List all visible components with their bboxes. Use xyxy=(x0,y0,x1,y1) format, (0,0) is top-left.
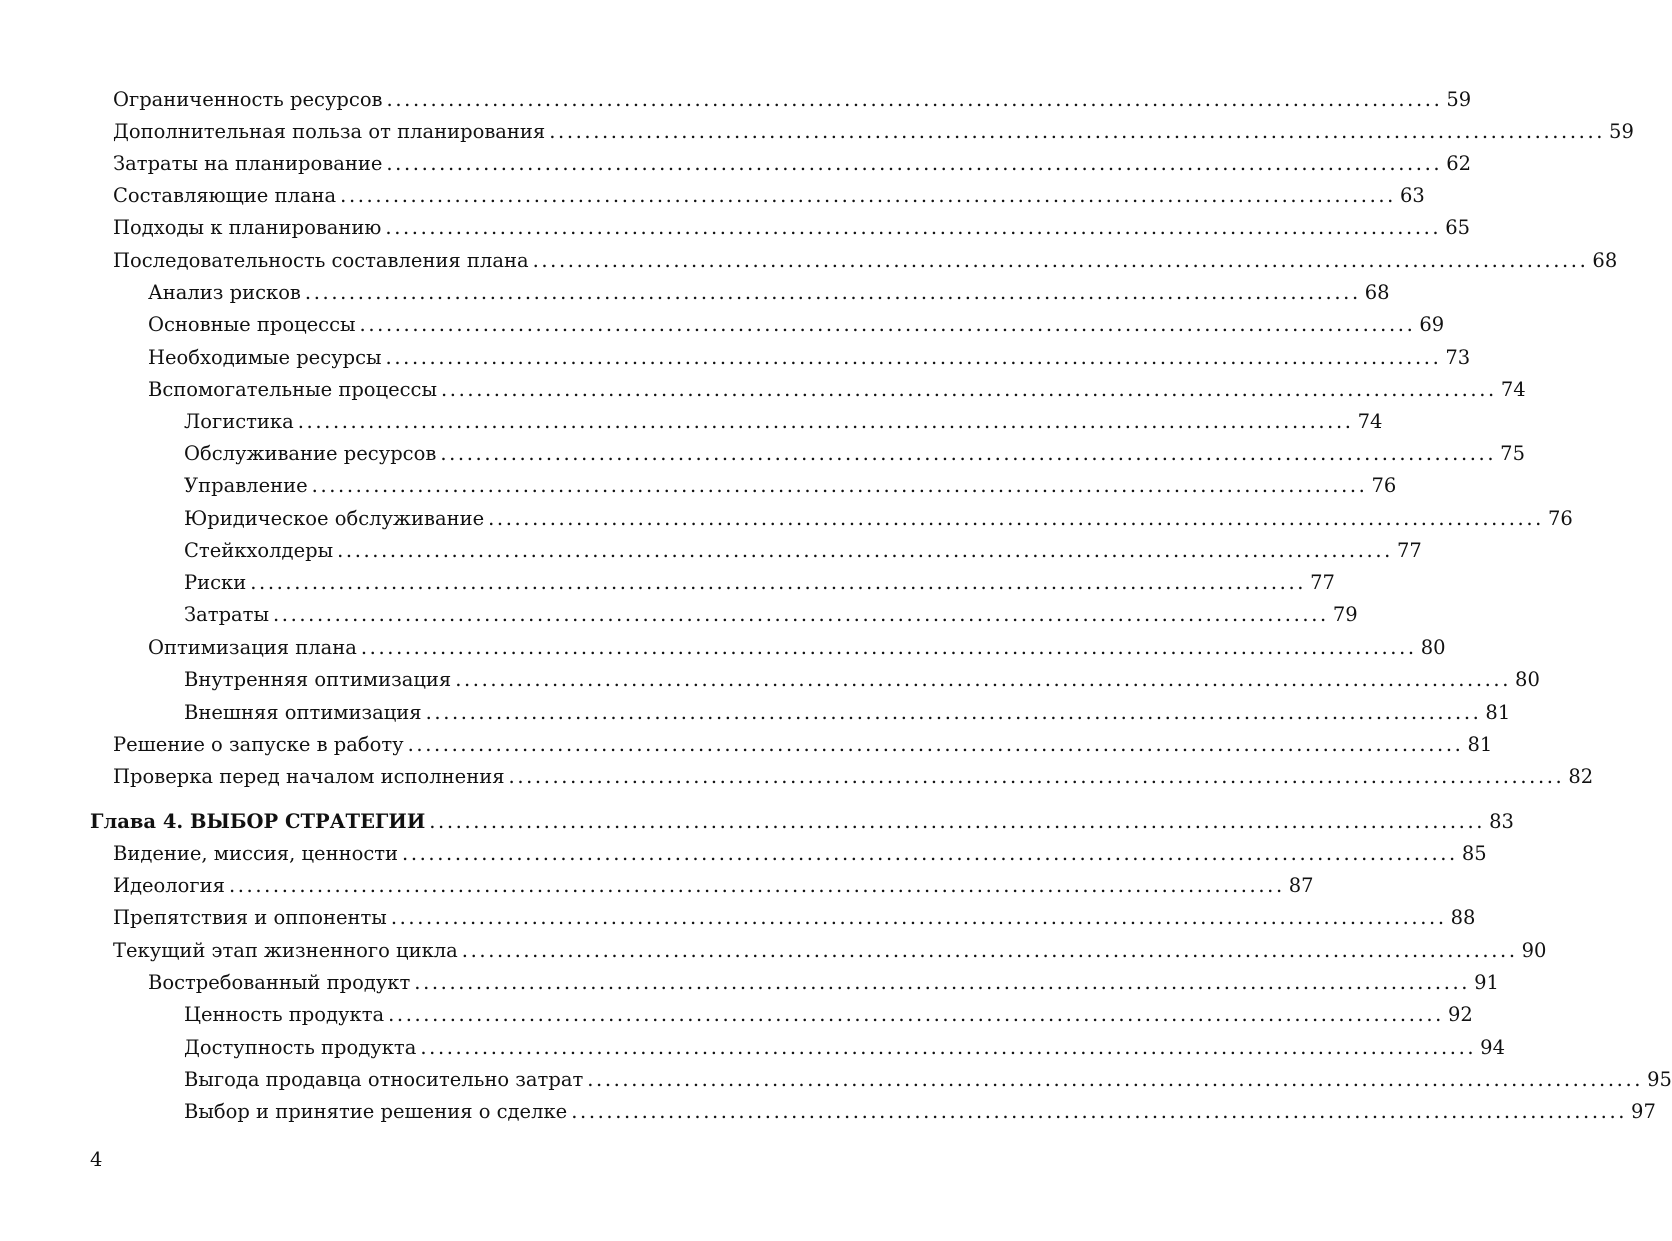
toc-entry-page: 77 xyxy=(1396,539,1422,562)
toc-entry-page: 79 xyxy=(1332,603,1358,626)
toc-entry[interactable] xyxy=(184,1096,1656,1128)
dot-leader: ........................................................................................................................ xyxy=(304,281,1361,304)
toc-entry[interactable] xyxy=(113,180,1425,212)
toc-entry-page: 97 xyxy=(1631,1100,1656,1123)
toc-entry-page: 65 xyxy=(1445,216,1471,239)
dot-leader: ........................................................................................................................ xyxy=(390,906,1447,929)
toc-entry[interactable] xyxy=(148,374,1526,406)
toc-entry-title: Дополнительная польза от планирования xyxy=(113,120,546,143)
toc-entry-title: Востребованный продукт xyxy=(148,971,411,994)
toc-entry-title: Внешняя оптимизация xyxy=(184,701,422,724)
toc-entry-page: 68 xyxy=(1364,281,1390,304)
toc-entry[interactable] xyxy=(148,967,1499,999)
toc-entry[interactable] xyxy=(113,761,1594,793)
dot-leader: ........................................................................................................................ xyxy=(440,442,1497,465)
toc-entry-page: 80 xyxy=(1515,668,1540,691)
toc-entry-page: 75 xyxy=(1500,442,1525,465)
toc-entry-page: 80 xyxy=(1420,636,1446,659)
toc-entry-title: Проверка перед началом исполнения xyxy=(113,765,505,788)
dot-leader: ........................................................................................................................ xyxy=(488,507,1544,530)
toc-entry-title: Составляющие плана xyxy=(113,184,337,207)
toc-entry[interactable] xyxy=(184,503,1573,535)
toc-entry[interactable] xyxy=(184,406,1383,438)
toc-entry-title: Идеология xyxy=(113,874,225,897)
toc-entry-title: Подходы к планированию xyxy=(113,216,382,239)
toc-entry-title: Вспомогательные процессы xyxy=(148,378,437,401)
toc-entry-title: Глава 4. ВЫБОР СТРАТЕГИИ xyxy=(90,810,426,833)
toc-entry-page: 81 xyxy=(1485,701,1511,724)
toc-entry-page: 92 xyxy=(1447,1003,1473,1026)
toc-entry[interactable] xyxy=(113,116,1634,148)
dot-leader: ........................................................................................................................ xyxy=(272,603,1329,626)
toc-entry-title: Препятствия и оппоненты xyxy=(113,906,387,929)
dot-leader: ........................................................................................................................ xyxy=(455,668,1512,691)
toc-entry[interactable] xyxy=(113,84,1472,116)
toc-entry[interactable] xyxy=(113,148,1472,180)
dot-leader: ........................................................................................................................ xyxy=(407,733,1464,756)
toc-entry-page: 59 xyxy=(1446,88,1472,111)
toc-entry[interactable] xyxy=(148,342,1471,374)
dot-leader: ........................................................................................................................ xyxy=(250,571,1307,594)
toc-entry-title: Видение, миссия, ценности xyxy=(113,842,399,865)
toc-entry-page: 83 xyxy=(1489,810,1514,833)
toc-entry[interactable] xyxy=(184,1064,1672,1096)
toc-entry-page: 77 xyxy=(1310,571,1335,594)
dot-leader: ........................................................................................................................ xyxy=(414,971,1471,994)
toc-entry-title: Оптимизация плана xyxy=(148,636,357,659)
dot-leader: ........................................................................................................................ xyxy=(388,1003,1444,1026)
toc-entry-title: Анализ рисков xyxy=(148,281,301,304)
toc-entry[interactable] xyxy=(148,277,1390,309)
dot-leader: ........................................................................................................................ xyxy=(420,1036,1477,1059)
dot-leader: ........................................................................................................................ xyxy=(508,765,1565,788)
toc-entry[interactable] xyxy=(184,599,1358,631)
dot-leader: ........................................................................................................................ xyxy=(386,88,1443,111)
toc-entry[interactable] xyxy=(113,212,1471,244)
toc-entry-page: 82 xyxy=(1568,765,1594,788)
dot-leader: ........................................................................................................................ xyxy=(402,842,1458,865)
toc-entry-page: 94 xyxy=(1480,1036,1505,1059)
toc-entry-page: 81 xyxy=(1467,733,1493,756)
dot-leader: ........................................................................................................................ xyxy=(425,701,1482,724)
toc-entry-title: Основные процессы xyxy=(148,313,356,336)
toc-entry[interactable] xyxy=(148,309,1445,341)
toc-entry-page: 69 xyxy=(1419,313,1445,336)
dot-leader: ........................................................................................................................ xyxy=(297,410,1354,433)
toc-entry-title: Текущий этап жизненного цикла xyxy=(113,939,458,962)
toc-entry[interactable] xyxy=(113,870,1314,902)
toc-entry-title: Выгода продавца относительно затрат xyxy=(184,1068,584,1091)
dot-leader: ........................................................................................................................ xyxy=(337,539,1393,562)
dot-leader: ........................................................................................................................ xyxy=(385,346,1442,369)
toc-entry-title: Стейкхолдеры xyxy=(184,539,334,562)
dot-leader: ........................................................................................................................ xyxy=(532,249,1589,272)
toc-entry-page: 63 xyxy=(1399,184,1425,207)
toc-entry-page: 76 xyxy=(1371,474,1397,497)
toc-entry[interactable] xyxy=(184,535,1422,567)
toc-entry[interactable] xyxy=(184,664,1540,696)
toc-entry-page: 91 xyxy=(1474,971,1499,994)
toc-entry[interactable] xyxy=(148,632,1446,664)
toc-entry-title: Выбор и принятие решения о сделке xyxy=(184,1100,568,1123)
page-number: 4 xyxy=(90,1148,103,1171)
dot-leader: ........................................................................................................................ xyxy=(311,474,1368,497)
toc-entry-page: 73 xyxy=(1445,346,1471,369)
toc-entry-page: 59 xyxy=(1609,120,1634,143)
dot-leader: ........................................................................................................................ xyxy=(587,1068,1644,1091)
toc-entry-page: 88 xyxy=(1450,906,1476,929)
dot-leader: ........................................................................................................................ xyxy=(429,810,1486,833)
toc-entry[interactable] xyxy=(113,902,1476,934)
toc-entry-page: 90 xyxy=(1521,939,1547,962)
toc-entry-title: Риски xyxy=(184,571,247,594)
toc-entry-page: 74 xyxy=(1357,410,1383,433)
dot-leader: ........................................................................................................................ xyxy=(340,184,1396,207)
toc-entry-page: 62 xyxy=(1446,152,1472,175)
toc-entry-title: Управление xyxy=(184,474,308,497)
dot-leader: ........................................................................................................................ xyxy=(461,939,1518,962)
toc-entry-page: 95 xyxy=(1647,1068,1672,1091)
toc-entry-page: 68 xyxy=(1592,249,1618,272)
toc-entry-title: Логистика xyxy=(184,410,294,433)
toc-entry[interactable] xyxy=(113,729,1493,761)
toc-entry-title: Обслуживание ресурсов xyxy=(184,442,437,465)
toc-entry[interactable] xyxy=(184,1032,1505,1064)
toc-entry-page: 74 xyxy=(1500,378,1526,401)
toc-entry-title: Последовательность составления плана xyxy=(113,249,529,272)
toc-entry-title: Затраты на планирование xyxy=(113,152,383,175)
dot-leader: ........................................................................................................................ xyxy=(359,313,1416,336)
toc-entry[interactable] xyxy=(184,470,1397,502)
dot-leader: ........................................................................................................................ xyxy=(360,636,1417,659)
dot-leader: ........................................................................................................................ xyxy=(385,216,1442,239)
toc-entry[interactable] xyxy=(184,697,1511,729)
dot-leader: ........................................................................................................................ xyxy=(549,120,1606,143)
toc-entry[interactable] xyxy=(184,438,1525,470)
toc-entry-title: Юридическое обслуживание xyxy=(184,507,485,530)
dot-leader: ........................................................................................................................ xyxy=(571,1100,1628,1123)
toc-entry[interactable] xyxy=(184,567,1335,599)
toc-entry[interactable] xyxy=(113,245,1618,277)
toc-entry-title: Решение о запуске в работу xyxy=(113,733,404,756)
toc-entry-title: Внутренняя оптимизация xyxy=(184,668,452,691)
toc-entry[interactable] xyxy=(184,999,1473,1031)
toc-entry-page: 85 xyxy=(1461,842,1487,865)
toc-entry-title: Ограниченность ресурсов xyxy=(113,88,383,111)
dot-leader: ........................................................................................................................ xyxy=(386,152,1443,175)
toc-entry-page: 87 xyxy=(1288,874,1314,897)
toc-entry-title: Затраты xyxy=(184,603,269,626)
dot-leader: ........................................................................................................................ xyxy=(228,874,1285,897)
toc-entry-page: 76 xyxy=(1547,507,1573,530)
toc-entry-title: Доступность продукта xyxy=(184,1036,417,1059)
toc-entry-title: Необходимые ресурсы xyxy=(148,346,382,369)
dot-leader: ........................................................................................................................ xyxy=(441,378,1497,401)
toc-entry[interactable] xyxy=(113,935,1547,967)
toc-entry[interactable] xyxy=(113,838,1487,870)
toc-entry-title: Ценность продукта xyxy=(184,1003,385,1026)
toc-chapter-entry[interactable] xyxy=(90,806,1514,838)
